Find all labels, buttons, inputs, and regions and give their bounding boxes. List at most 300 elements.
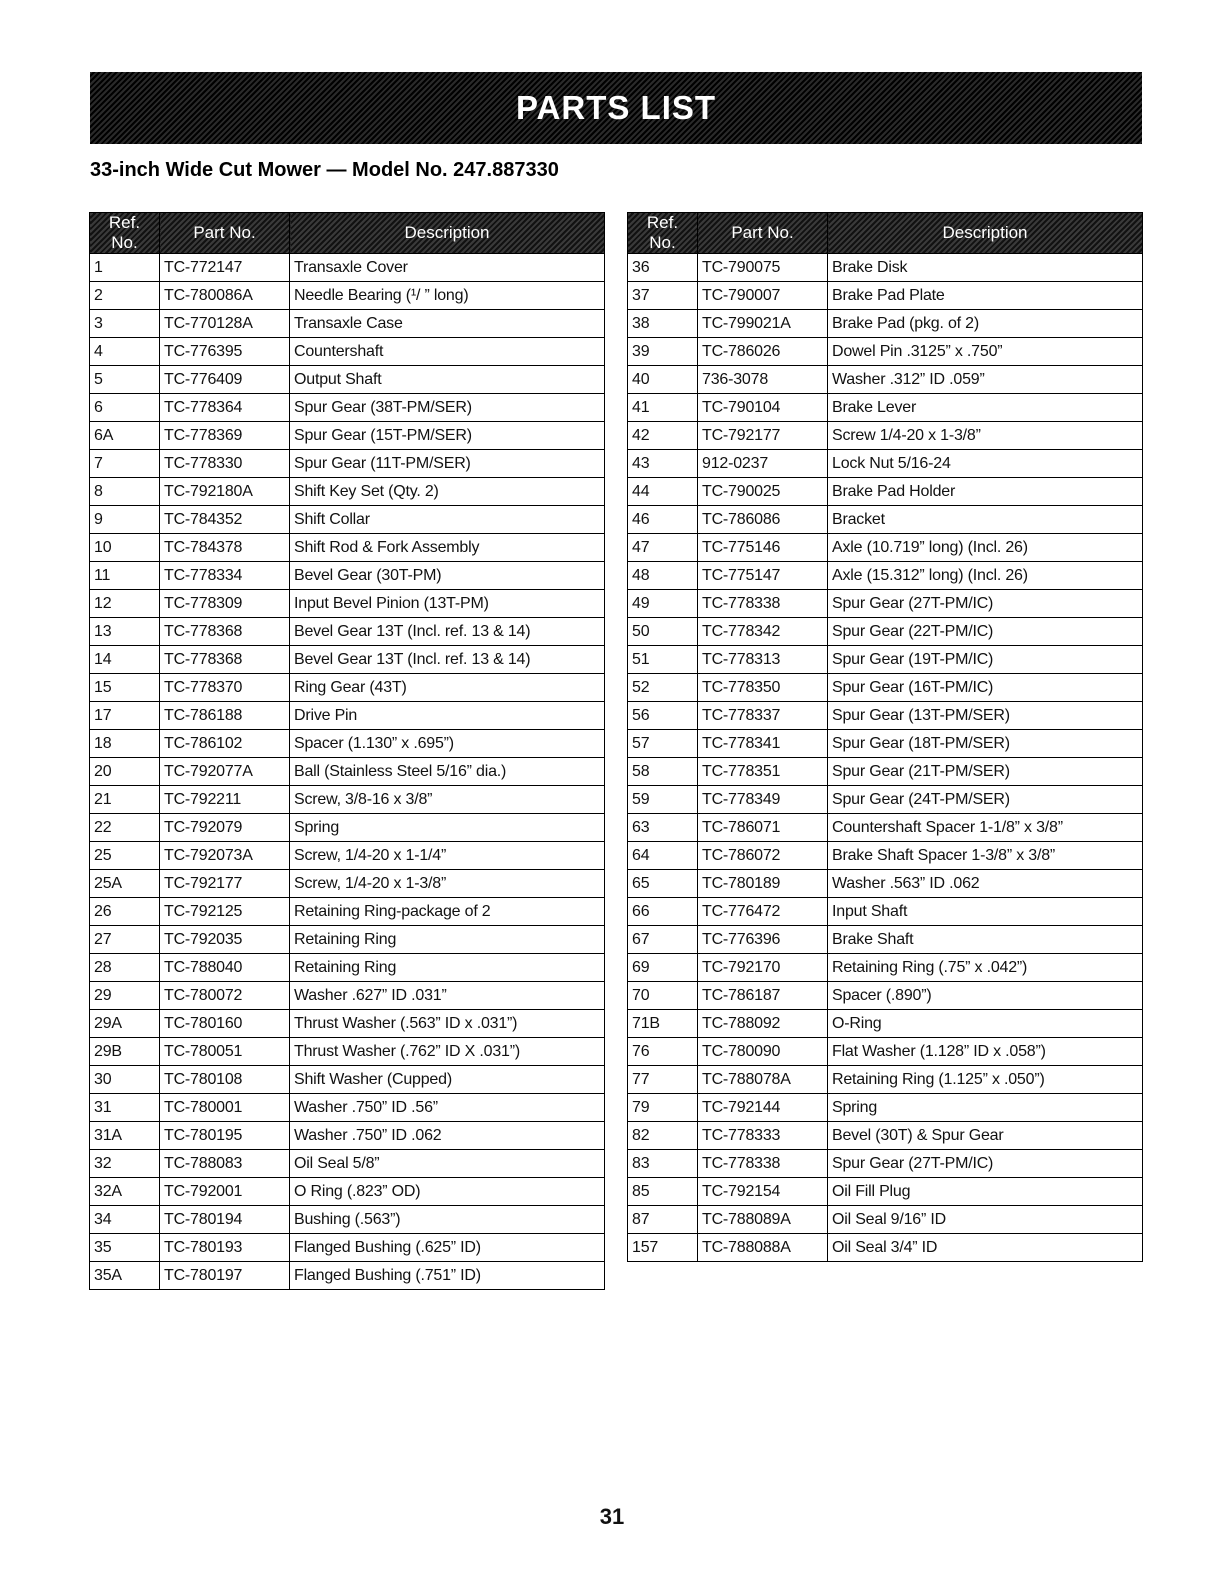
- part-no-cell: TC-786188: [160, 702, 290, 730]
- ref-no-cell: 87: [628, 1206, 698, 1234]
- page-title: PARTS LIST: [515, 89, 717, 126]
- ref-no-cell: 34: [90, 1206, 160, 1234]
- ref-no-cell: 57: [628, 730, 698, 758]
- part-no-cell: TC-778337: [698, 702, 828, 730]
- description-cell: Washer .563” ID .062: [828, 870, 1143, 898]
- part-no-cell: TC-778364: [160, 394, 290, 422]
- description-cell: O Ring (.823” OD): [290, 1178, 605, 1206]
- table-row: [628, 1122, 1143, 1150]
- ref-no-cell: 7: [90, 450, 160, 478]
- part-no-cell: TC-780197: [160, 1262, 290, 1290]
- part-no-cell: TC-778342: [698, 618, 828, 646]
- table-row: [90, 590, 605, 618]
- part-no-cell: TC-784352: [160, 506, 290, 534]
- description-cell: Spring: [290, 814, 605, 842]
- table-row: [628, 786, 1143, 814]
- description-cell: Input Bevel Pinion (13T-PM): [290, 590, 605, 618]
- ref-no-cell: 47: [628, 534, 698, 562]
- ref-no-cell: 52: [628, 674, 698, 702]
- description-cell: Dowel Pin .3125” x .750”: [828, 338, 1143, 366]
- ref-no-cell: 6A: [90, 422, 160, 450]
- part-no-cell: TC-780086A: [160, 282, 290, 310]
- description-cell: Thrust Washer (.762” ID X .031”): [290, 1038, 605, 1066]
- table-row: [628, 1234, 1143, 1262]
- part-no-cell: TC-788092: [698, 1010, 828, 1038]
- column-header-ref: Ref. No.: [90, 213, 160, 254]
- column-header-part: Part No.: [160, 213, 290, 254]
- description-cell: Spur Gear (24T-PM/SER): [828, 786, 1143, 814]
- table-row: [628, 366, 1143, 394]
- ref-no-cell: 35A: [90, 1262, 160, 1290]
- ref-no-cell: 6: [90, 394, 160, 422]
- part-no-cell: TC-776396: [698, 926, 828, 954]
- description-cell: Ball (Stainless Steel 5/16” dia.): [290, 758, 605, 786]
- table-row: [90, 254, 605, 282]
- table-row: [90, 954, 605, 982]
- ref-no-cell: 39: [628, 338, 698, 366]
- table-row: [90, 1038, 605, 1066]
- ref-no-cell: 28: [90, 954, 160, 982]
- part-no-cell: TC-792177: [698, 422, 828, 450]
- ref-no-cell: 157: [628, 1234, 698, 1262]
- part-no-cell: TC-778349: [698, 786, 828, 814]
- ref-no-cell: 2: [90, 282, 160, 310]
- description-cell: Spur Gear (15T-PM/SER): [290, 422, 605, 450]
- part-no-cell: TC-790007: [698, 282, 828, 310]
- description-cell: Brake Shaft: [828, 926, 1143, 954]
- ref-no-cell: 44: [628, 478, 698, 506]
- description-cell: Brake Disk: [828, 254, 1143, 282]
- description-cell: Shift Collar: [290, 506, 605, 534]
- table-row: [90, 646, 605, 674]
- part-no-cell: TC-778351: [698, 758, 828, 786]
- ref-no-cell: 58: [628, 758, 698, 786]
- ref-no-cell: 1: [90, 254, 160, 282]
- description-cell: Countershaft: [290, 338, 605, 366]
- part-no-cell: TC-780001: [160, 1094, 290, 1122]
- description-cell: Washer .750” ID .062: [290, 1122, 605, 1150]
- table-row: [90, 1010, 605, 1038]
- part-no-cell: TC-792073A: [160, 842, 290, 870]
- description-cell: Brake Pad (pkg. of 2): [828, 310, 1143, 338]
- table-row: [90, 1262, 605, 1290]
- description-cell: Oil Fill Plug: [828, 1178, 1143, 1206]
- description-cell: Transaxle Cover: [290, 254, 605, 282]
- table-row: [90, 702, 605, 730]
- ref-no-cell: 79: [628, 1094, 698, 1122]
- part-no-cell: TC-788083: [160, 1150, 290, 1178]
- part-no-cell: TC-775146: [698, 534, 828, 562]
- ref-no-cell: 64: [628, 842, 698, 870]
- ref-no-cell: 70: [628, 982, 698, 1010]
- ref-no-cell: 17: [90, 702, 160, 730]
- table-header-row: [90, 213, 605, 254]
- table-row: [628, 254, 1143, 282]
- ref-no-cell: 18: [90, 730, 160, 758]
- part-no-cell: TC-786187: [698, 982, 828, 1010]
- table-row: [90, 338, 605, 366]
- description-cell: Retaining Ring (.75” x .042”): [828, 954, 1143, 982]
- description-cell: Flanged Bushing (.751” ID): [290, 1262, 605, 1290]
- description-cell: Brake Shaft Spacer 1-3/8” x 3/8”: [828, 842, 1143, 870]
- table-row: [628, 478, 1143, 506]
- table-row: [628, 814, 1143, 842]
- table-row: [628, 1010, 1143, 1038]
- part-no-cell: TC-786071: [698, 814, 828, 842]
- table-row: [90, 506, 605, 534]
- description-cell: Washer .750” ID .56”: [290, 1094, 605, 1122]
- description-cell: Spur Gear (27T-PM/IC): [828, 590, 1143, 618]
- table-row: [628, 926, 1143, 954]
- table-row: [90, 1122, 605, 1150]
- part-no-cell: TC-786086: [698, 506, 828, 534]
- part-no-cell: TC-780072: [160, 982, 290, 1010]
- table-row: [90, 1178, 605, 1206]
- table-row: [90, 786, 605, 814]
- table-row: [628, 1066, 1143, 1094]
- part-no-cell: TC-792079: [160, 814, 290, 842]
- part-no-cell: TC-778350: [698, 674, 828, 702]
- description-cell: Retaining Ring: [290, 926, 605, 954]
- description-cell: Thrust Washer (.563” ID x .031”): [290, 1010, 605, 1038]
- parts-table-right: [627, 212, 1143, 1262]
- table-row: [90, 758, 605, 786]
- description-cell: Spur Gear (38T-PM/SER): [290, 394, 605, 422]
- ref-no-cell: 32A: [90, 1178, 160, 1206]
- table-row: [628, 618, 1143, 646]
- ref-no-cell: 32: [90, 1150, 160, 1178]
- ref-no-cell: 42: [628, 422, 698, 450]
- part-no-cell: 912-0237: [698, 450, 828, 478]
- part-no-cell: TC-786026: [698, 338, 828, 366]
- part-no-cell: TC-778368: [160, 646, 290, 674]
- description-cell: Bracket: [828, 506, 1143, 534]
- part-no-cell: TC-780189: [698, 870, 828, 898]
- part-no-cell: TC-784378: [160, 534, 290, 562]
- ref-no-cell: 50: [628, 618, 698, 646]
- table-row: [90, 1094, 605, 1122]
- part-no-cell: TC-780108: [160, 1066, 290, 1094]
- table-row: [90, 1206, 605, 1234]
- description-cell: Axle (10.719” long) (Incl. 26): [828, 534, 1143, 562]
- ref-no-cell: 63: [628, 814, 698, 842]
- table-row: [628, 730, 1143, 758]
- part-no-cell: TC-778368: [160, 618, 290, 646]
- title-banner: [90, 72, 1142, 144]
- ref-no-cell: 25A: [90, 870, 160, 898]
- part-no-cell: TC-770128A: [160, 310, 290, 338]
- description-cell: Flat Washer (1.128” ID x .058”): [828, 1038, 1143, 1066]
- description-cell: Screw, 1/4-20 x 1-3/8”: [290, 870, 605, 898]
- ref-no-cell: 82: [628, 1122, 698, 1150]
- description-cell: Lock Nut 5/16-24: [828, 450, 1143, 478]
- table-row: [90, 478, 605, 506]
- part-no-cell: TC-780193: [160, 1234, 290, 1262]
- part-no-cell: TC-790025: [698, 478, 828, 506]
- part-no-cell: TC-788040: [160, 954, 290, 982]
- part-no-cell: TC-778338: [698, 1150, 828, 1178]
- table-row: [90, 618, 605, 646]
- description-cell: Bevel Gear (30T-PM): [290, 562, 605, 590]
- table-row: [90, 870, 605, 898]
- part-no-cell: TC-792154: [698, 1178, 828, 1206]
- description-cell: Washer .627” ID .031”: [290, 982, 605, 1010]
- description-cell: Spur Gear (13T-PM/SER): [828, 702, 1143, 730]
- page-number: 31: [599, 1504, 625, 1529]
- ref-no-cell: 26: [90, 898, 160, 926]
- part-no-cell: TC-792035: [160, 926, 290, 954]
- description-cell: Spur Gear (19T-PM/IC): [828, 646, 1143, 674]
- ref-no-cell: 56: [628, 702, 698, 730]
- description-cell: Transaxle Case: [290, 310, 605, 338]
- ref-no-cell: 29: [90, 982, 160, 1010]
- part-no-cell: TC-790075: [698, 254, 828, 282]
- table-row: [628, 758, 1143, 786]
- ref-no-cell: 76: [628, 1038, 698, 1066]
- ref-no-cell: 5: [90, 366, 160, 394]
- ref-no-cell: 85: [628, 1178, 698, 1206]
- part-no-cell: TC-776409: [160, 366, 290, 394]
- part-no-cell: TC-772147: [160, 254, 290, 282]
- description-cell: Shift Washer (Cupped): [290, 1066, 605, 1094]
- table-row: [628, 982, 1143, 1010]
- ref-no-cell: 27: [90, 926, 160, 954]
- part-no-cell: TC-778333: [698, 1122, 828, 1150]
- description-cell: Brake Lever: [828, 394, 1143, 422]
- table-row: [628, 702, 1143, 730]
- table-row: [628, 394, 1143, 422]
- ref-no-cell: 83: [628, 1150, 698, 1178]
- ref-no-cell: 43: [628, 450, 698, 478]
- table-row: [90, 926, 605, 954]
- table-row: [90, 422, 605, 450]
- description-cell: Spur Gear (21T-PM/SER): [828, 758, 1143, 786]
- ref-no-cell: 67: [628, 926, 698, 954]
- part-no-cell: TC-780160: [160, 1010, 290, 1038]
- description-cell: Shift Rod & Fork Assembly: [290, 534, 605, 562]
- description-cell: Oil Seal 3/4” ID: [828, 1234, 1143, 1262]
- table-row: [628, 590, 1143, 618]
- description-cell: Screw, 1/4-20 x 1-1/4”: [290, 842, 605, 870]
- ref-no-cell: 3: [90, 310, 160, 338]
- part-no-cell: TC-778338: [698, 590, 828, 618]
- description-cell: Spur Gear (18T-PM/SER): [828, 730, 1143, 758]
- description-cell: Bevel Gear 13T (Incl. ref. 13 & 14): [290, 646, 605, 674]
- description-cell: Spacer (1.130” x .695”): [290, 730, 605, 758]
- table-row: [90, 1066, 605, 1094]
- ref-no-cell: 29A: [90, 1010, 160, 1038]
- ref-no-cell: 31: [90, 1094, 160, 1122]
- description-cell: Screw, 3/8-16 x 3/8”: [290, 786, 605, 814]
- table-row: [90, 282, 605, 310]
- table-row: [628, 842, 1143, 870]
- ref-no-cell: 12: [90, 590, 160, 618]
- part-no-cell: TC-792170: [698, 954, 828, 982]
- description-cell: Spur Gear (27T-PM/IC): [828, 1150, 1143, 1178]
- part-no-cell: TC-780051: [160, 1038, 290, 1066]
- part-no-cell: TC-792177: [160, 870, 290, 898]
- table-row: [90, 898, 605, 926]
- description-cell: Needle Bearing (¹/ ” long): [290, 282, 605, 310]
- part-no-cell: TC-792001: [160, 1178, 290, 1206]
- model-subtitle: 33-inch Wide Cut Mower — Model No. 247.887330: [90, 159, 559, 181]
- part-no-cell: TC-778369: [160, 422, 290, 450]
- part-no-cell: TC-776395: [160, 338, 290, 366]
- table-row: [90, 1150, 605, 1178]
- ref-no-cell: 41: [628, 394, 698, 422]
- ref-no-cell: 77: [628, 1066, 698, 1094]
- table-row: [628, 870, 1143, 898]
- table-row: [90, 982, 605, 1010]
- description-cell: Spur Gear (11T-PM/SER): [290, 450, 605, 478]
- description-cell: Retaining Ring (1.125” x .050”): [828, 1066, 1143, 1094]
- part-no-cell: TC-778309: [160, 590, 290, 618]
- description-cell: Bushing (.563”): [290, 1206, 605, 1234]
- description-cell: Spur Gear (16T-PM/IC): [828, 674, 1143, 702]
- part-no-cell: TC-776472: [698, 898, 828, 926]
- part-no-cell: TC-778341: [698, 730, 828, 758]
- description-cell: Ring Gear (43T): [290, 674, 605, 702]
- table-row: [90, 842, 605, 870]
- column-header-ref: Ref. No.: [628, 213, 698, 254]
- table-row: [628, 282, 1143, 310]
- description-cell: Output Shaft: [290, 366, 605, 394]
- description-cell: Oil Seal 5/8”: [290, 1150, 605, 1178]
- table-row: [628, 674, 1143, 702]
- table-row: [90, 534, 605, 562]
- ref-no-cell: 59: [628, 786, 698, 814]
- part-no-cell: TC-788088A: [698, 1234, 828, 1262]
- table-row: [90, 310, 605, 338]
- ref-no-cell: 65: [628, 870, 698, 898]
- description-cell: Washer .312” ID .059”: [828, 366, 1143, 394]
- part-no-cell: TC-799021A: [698, 310, 828, 338]
- ref-no-cell: 9: [90, 506, 160, 534]
- part-no-cell: TC-788078A: [698, 1066, 828, 1094]
- description-cell: Drive Pin: [290, 702, 605, 730]
- ref-no-cell: 11: [90, 562, 160, 590]
- description-cell: Flanged Bushing (.625” ID): [290, 1234, 605, 1262]
- table-row: [90, 1234, 605, 1262]
- table-row: [628, 1094, 1143, 1122]
- description-cell: Bevel Gear 13T (Incl. ref. 13 & 14): [290, 618, 605, 646]
- ref-no-cell: 25: [90, 842, 160, 870]
- description-cell: Countershaft Spacer 1-1/8” x 3/8”: [828, 814, 1143, 842]
- table-row: [90, 394, 605, 422]
- table-row: [90, 366, 605, 394]
- ref-no-cell: 22: [90, 814, 160, 842]
- table-row: [628, 1038, 1143, 1066]
- ref-no-cell: 31A: [90, 1122, 160, 1150]
- table-row: [628, 1178, 1143, 1206]
- description-cell: Axle (15.312” long) (Incl. 26): [828, 562, 1143, 590]
- ref-no-cell: 29B: [90, 1038, 160, 1066]
- table-row: [628, 422, 1143, 450]
- ref-no-cell: 13: [90, 618, 160, 646]
- part-no-cell: TC-788089A: [698, 1206, 828, 1234]
- part-no-cell: TC-775147: [698, 562, 828, 590]
- ref-no-cell: 20: [90, 758, 160, 786]
- part-no-cell: TC-780195: [160, 1122, 290, 1150]
- description-cell: Brake Pad Holder: [828, 478, 1143, 506]
- description-cell: Brake Pad Plate: [828, 282, 1143, 310]
- parts-table-left: [89, 212, 605, 1290]
- ref-no-cell: 51: [628, 646, 698, 674]
- description-cell: Retaining Ring-package of 2: [290, 898, 605, 926]
- part-no-cell: TC-790104: [698, 394, 828, 422]
- description-cell: Bevel (30T) & Spur Gear: [828, 1122, 1143, 1150]
- ref-no-cell: 14: [90, 646, 160, 674]
- table-row: [90, 562, 605, 590]
- ref-no-cell: 35: [90, 1234, 160, 1262]
- part-no-cell: TC-786072: [698, 842, 828, 870]
- part-no-cell: TC-792180A: [160, 478, 290, 506]
- ref-no-cell: 69: [628, 954, 698, 982]
- table-row: [90, 730, 605, 758]
- ref-no-cell: 38: [628, 310, 698, 338]
- table-row: [628, 506, 1143, 534]
- part-no-cell: TC-780194: [160, 1206, 290, 1234]
- table-row: [628, 646, 1143, 674]
- table-row: [628, 534, 1143, 562]
- part-no-cell: TC-778313: [698, 646, 828, 674]
- table-row: [628, 1150, 1143, 1178]
- ref-no-cell: 4: [90, 338, 160, 366]
- description-cell: Spring: [828, 1094, 1143, 1122]
- part-no-cell: 736-3078: [698, 366, 828, 394]
- part-no-cell: TC-792077A: [160, 758, 290, 786]
- description-cell: Oil Seal 9/16” ID: [828, 1206, 1143, 1234]
- column-header-part: Part No.: [698, 213, 828, 254]
- ref-no-cell: 46: [628, 506, 698, 534]
- table-row: [628, 562, 1143, 590]
- ref-no-cell: 66: [628, 898, 698, 926]
- table-row: [90, 674, 605, 702]
- part-no-cell: TC-792125: [160, 898, 290, 926]
- part-no-cell: TC-792211: [160, 786, 290, 814]
- part-no-cell: TC-780090: [698, 1038, 828, 1066]
- table-row: [628, 1206, 1143, 1234]
- part-no-cell: TC-778330: [160, 450, 290, 478]
- column-header-description: Description: [290, 213, 605, 254]
- description-cell: O-Ring: [828, 1010, 1143, 1038]
- ref-no-cell: 8: [90, 478, 160, 506]
- ref-no-cell: 21: [90, 786, 160, 814]
- ref-no-cell: 15: [90, 674, 160, 702]
- description-cell: Shift Key Set (Qty. 2): [290, 478, 605, 506]
- description-cell: Spur Gear (22T-PM/IC): [828, 618, 1143, 646]
- ref-no-cell: 40: [628, 366, 698, 394]
- ref-no-cell: 37: [628, 282, 698, 310]
- table-header-row: [628, 213, 1143, 254]
- part-no-cell: TC-792144: [698, 1094, 828, 1122]
- description-cell: Screw 1/4-20 x 1-3/8”: [828, 422, 1143, 450]
- table-row: [628, 954, 1143, 982]
- description-cell: Spacer (.890”): [828, 982, 1143, 1010]
- part-no-cell: TC-778370: [160, 674, 290, 702]
- table-row: [628, 338, 1143, 366]
- ref-no-cell: 49: [628, 590, 698, 618]
- ref-no-cell: 71B: [628, 1010, 698, 1038]
- table-row: [628, 450, 1143, 478]
- ref-no-cell: 48: [628, 562, 698, 590]
- description-cell: Retaining Ring: [290, 954, 605, 982]
- table-row: [90, 450, 605, 478]
- ref-no-cell: 10: [90, 534, 160, 562]
- part-no-cell: TC-778334: [160, 562, 290, 590]
- description-cell: Input Shaft: [828, 898, 1143, 926]
- part-no-cell: TC-786102: [160, 730, 290, 758]
